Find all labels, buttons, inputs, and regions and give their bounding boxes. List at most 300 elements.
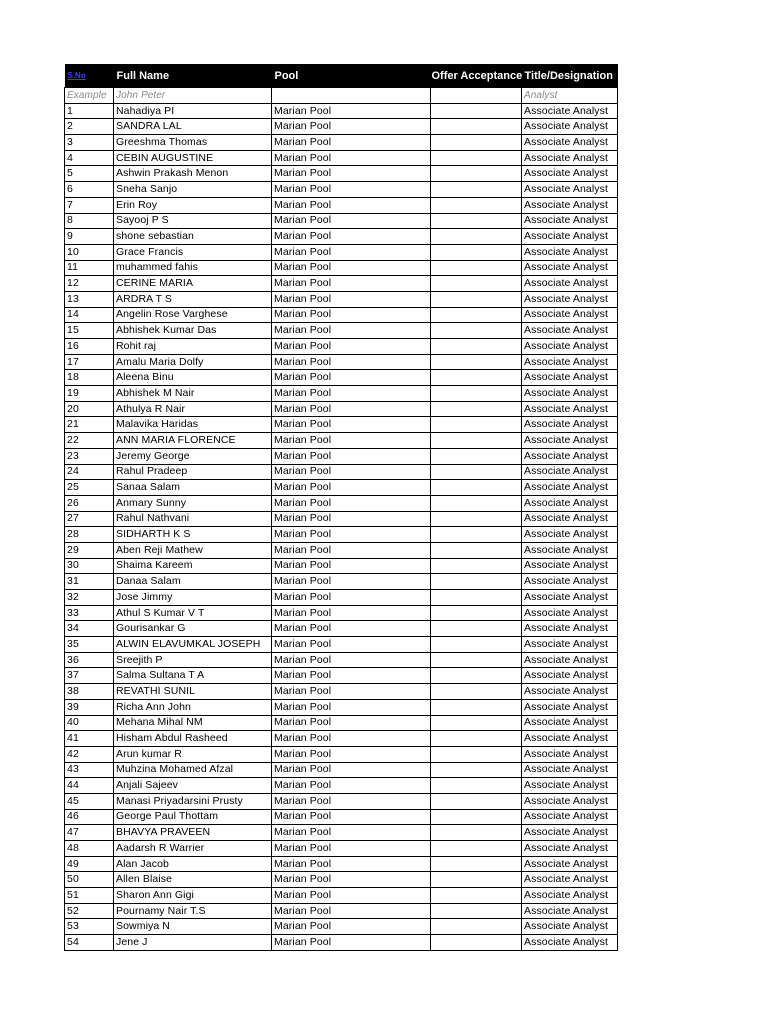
cell-offer-acceptance (431, 762, 522, 778)
cell-sno: 30 (65, 558, 114, 574)
cell-offer-acceptance (431, 715, 522, 731)
cell-title-designation: Associate Analyst (522, 464, 618, 480)
cell-title-designation: Associate Analyst (522, 291, 618, 307)
cell-title-designation: Associate Analyst (522, 339, 618, 355)
cell-full-name: Jene J (114, 935, 272, 951)
cell-pool: Marian Pool (272, 150, 431, 166)
cell-sno: 38 (65, 684, 114, 700)
cell-offer-acceptance (431, 903, 522, 919)
cell-sno: 51 (65, 888, 114, 904)
cell-pool: Marian Pool (272, 872, 431, 888)
cell-full-name: Salma Sultana T A (114, 668, 272, 684)
cell-title-designation: Associate Analyst (522, 668, 618, 684)
cell-full-name: Aadarsh R Warrier (114, 841, 272, 857)
cell-pool: Marian Pool (272, 542, 431, 558)
cell-sno: 45 (65, 793, 114, 809)
cell-title-designation: Associate Analyst (522, 433, 618, 449)
table-row (65, 746, 618, 762)
cell-pool: Marian Pool (272, 119, 431, 135)
cell-sno: 18 (65, 370, 114, 386)
table-row (65, 935, 618, 951)
cell-sno: 42 (65, 746, 114, 762)
cell-offer-acceptance (431, 527, 522, 543)
cell-sno: 32 (65, 590, 114, 606)
cell-sno: 52 (65, 903, 114, 919)
cell-sno: 31 (65, 574, 114, 590)
cell-title-designation: Associate Analyst (522, 762, 618, 778)
cell-offer-acceptance (431, 182, 522, 198)
cell-title-designation: Associate Analyst (522, 401, 618, 417)
cell-title-designation: Associate Analyst (522, 621, 618, 637)
cell-sno: 7 (65, 197, 114, 213)
cell-offer-acceptance (431, 841, 522, 857)
table-row (65, 542, 618, 558)
cell-sno: 28 (65, 527, 114, 543)
table-row (65, 150, 618, 166)
cell-full-name: Sneha Sanjo (114, 182, 272, 198)
cell-sno: 17 (65, 354, 114, 370)
cell-offer-acceptance (431, 291, 522, 307)
cell-sno: 15 (65, 323, 114, 339)
table-row (65, 511, 618, 527)
cell-full-name: Jose Jimmy (114, 590, 272, 606)
cell-full-name: Sowmiya N (114, 919, 272, 935)
cell-pool: Marian Pool (272, 856, 431, 872)
cell-full-name: Rahul Pradeep (114, 464, 272, 480)
cell-title-designation: Associate Analyst (522, 511, 618, 527)
table-row (65, 574, 618, 590)
cell-offer-acceptance (431, 103, 522, 119)
cell-sno: 44 (65, 778, 114, 794)
table-row (65, 903, 618, 919)
cell-pool: Marian Pool (272, 182, 431, 198)
cell-sno: 20 (65, 401, 114, 417)
cell-sno: 23 (65, 448, 114, 464)
cell-sno: 16 (65, 339, 114, 355)
cell-offer-acceptance (431, 197, 522, 213)
cell-full-name: Sayooj P S (114, 213, 272, 229)
cell-pool: Marian Pool (272, 464, 431, 480)
cell-sno: 25 (65, 480, 114, 496)
table-row (65, 464, 618, 480)
table-row (65, 888, 618, 904)
cell-title-designation: Associate Analyst (522, 119, 618, 135)
cell-full-name: ANN MARIA FLORENCE (114, 433, 272, 449)
cell-offer-acceptance (431, 919, 522, 935)
cell-sno: 50 (65, 872, 114, 888)
cell-offer-acceptance (431, 323, 522, 339)
table-row (65, 276, 618, 292)
cell-offer-acceptance (431, 542, 522, 558)
cell-title-designation: Associate Analyst (522, 307, 618, 323)
header-offer-acceptance: Offer Acceptance (431, 64, 522, 88)
cell-pool: Marian Pool (272, 480, 431, 496)
header-row (65, 64, 618, 88)
cell-sno: 53 (65, 919, 114, 935)
cell-sno: 49 (65, 856, 114, 872)
cell-offer-acceptance (431, 872, 522, 888)
cell-offer-acceptance (431, 574, 522, 590)
cell-pool: Marian Pool (272, 527, 431, 543)
cell-title-designation: Associate Analyst (522, 825, 618, 841)
cell-offer-acceptance (431, 401, 522, 417)
cell-pool: Marian Pool (272, 386, 431, 402)
cell-title-designation: Associate Analyst (522, 888, 618, 904)
example-offer (431, 88, 522, 104)
cell-offer-acceptance (431, 856, 522, 872)
table-row (65, 919, 618, 935)
cell-title-designation: Associate Analyst (522, 935, 618, 951)
cell-full-name: CEBIN AUGUSTINE (114, 150, 272, 166)
cell-sno: 41 (65, 731, 114, 747)
cell-title-designation: Associate Analyst (522, 495, 618, 511)
example-sno: Example (65, 88, 114, 104)
cell-title-designation: Associate Analyst (522, 244, 618, 260)
table-row (65, 260, 618, 276)
cell-offer-acceptance (431, 637, 522, 653)
cell-pool: Marian Pool (272, 935, 431, 951)
cell-title-designation: Associate Analyst (522, 919, 618, 935)
table-row (65, 480, 618, 496)
table-row (65, 339, 618, 355)
cell-full-name: Greeshma Thomas (114, 135, 272, 151)
cell-title-designation: Associate Analyst (522, 386, 618, 402)
cell-offer-acceptance (431, 417, 522, 433)
cell-title-designation: Associate Analyst (522, 558, 618, 574)
cell-pool: Marian Pool (272, 637, 431, 653)
cell-title-designation: Associate Analyst (522, 276, 618, 292)
table-row (65, 778, 618, 794)
cell-pool: Marian Pool (272, 433, 431, 449)
cell-offer-acceptance (431, 119, 522, 135)
table-row (65, 213, 618, 229)
cell-title-designation: Associate Analyst (522, 260, 618, 276)
cell-pool: Marian Pool (272, 888, 431, 904)
cell-title-designation: Associate Analyst (522, 684, 618, 700)
table-row (65, 103, 618, 119)
table-row (65, 856, 618, 872)
cell-title-designation: Associate Analyst (522, 542, 618, 558)
cell-title-designation: Associate Analyst (522, 370, 618, 386)
table-row (65, 715, 618, 731)
table-row (65, 197, 618, 213)
cell-title-designation: Associate Analyst (522, 574, 618, 590)
cell-sno: 47 (65, 825, 114, 841)
cell-sno: 14 (65, 307, 114, 323)
cell-full-name: Anmary Sunny (114, 495, 272, 511)
table-row (65, 182, 618, 198)
table-row (65, 166, 618, 182)
cell-offer-acceptance (431, 339, 522, 355)
cell-full-name: Aleena Binu (114, 370, 272, 386)
cell-title-designation: Associate Analyst (522, 323, 618, 339)
cell-pool: Marian Pool (272, 291, 431, 307)
cell-pool: Marian Pool (272, 574, 431, 590)
cell-offer-acceptance (431, 307, 522, 323)
cell-full-name: Amalu Maria Dolfy (114, 354, 272, 370)
header-sno[interactable]: S.No (65, 64, 114, 88)
cell-pool: Marian Pool (272, 841, 431, 857)
cell-sno: 24 (65, 464, 114, 480)
cell-offer-acceptance (431, 480, 522, 496)
cell-pool: Marian Pool (272, 731, 431, 747)
cell-sno: 29 (65, 542, 114, 558)
cell-pool: Marian Pool (272, 244, 431, 260)
cell-title-designation: Associate Analyst (522, 715, 618, 731)
cell-pool: Marian Pool (272, 605, 431, 621)
cell-offer-acceptance (431, 605, 522, 621)
cell-sno: 2 (65, 119, 114, 135)
cell-offer-acceptance (431, 888, 522, 904)
cell-offer-acceptance (431, 276, 522, 292)
cell-pool: Marian Pool (272, 260, 431, 276)
cell-title-designation: Associate Analyst (522, 856, 618, 872)
cell-pool: Marian Pool (272, 668, 431, 684)
table-row (65, 699, 618, 715)
cell-sno: 26 (65, 495, 114, 511)
example-title: Analyst (522, 88, 618, 104)
example-name: John Peter (114, 88, 272, 104)
cell-sno: 19 (65, 386, 114, 402)
cell-sno: 33 (65, 605, 114, 621)
cell-full-name: Jeremy George (114, 448, 272, 464)
cell-offer-acceptance (431, 684, 522, 700)
cell-pool: Marian Pool (272, 903, 431, 919)
cell-sno: 5 (65, 166, 114, 182)
cell-title-designation: Associate Analyst (522, 605, 618, 621)
cell-pool: Marian Pool (272, 684, 431, 700)
cell-title-designation: Associate Analyst (522, 778, 618, 794)
cell-full-name: Angelin Rose Varghese (114, 307, 272, 323)
cell-pool: Marian Pool (272, 621, 431, 637)
cell-sno: 10 (65, 244, 114, 260)
table-row (65, 354, 618, 370)
cell-pool: Marian Pool (272, 699, 431, 715)
table-row (65, 558, 618, 574)
cell-full-name: Nahadiya PI (114, 103, 272, 119)
table-row (65, 323, 618, 339)
cell-full-name: Pournamy Nair T.S (114, 903, 272, 919)
cell-sno: 54 (65, 935, 114, 951)
table-row (65, 291, 618, 307)
cell-offer-acceptance (431, 464, 522, 480)
cell-title-designation: Associate Analyst (522, 746, 618, 762)
cell-pool: Marian Pool (272, 558, 431, 574)
cell-pool: Marian Pool (272, 307, 431, 323)
cell-offer-acceptance (431, 935, 522, 951)
cell-full-name: Ashwin Prakash Menon (114, 166, 272, 182)
table-row (65, 527, 618, 543)
candidate-table (64, 64, 618, 951)
cell-title-designation: Associate Analyst (522, 182, 618, 198)
cell-offer-acceptance (431, 746, 522, 762)
table-row (65, 448, 618, 464)
cell-offer-acceptance (431, 652, 522, 668)
cell-pool: Marian Pool (272, 919, 431, 935)
cell-full-name: SANDRA LAL (114, 119, 272, 135)
cell-sno: 22 (65, 433, 114, 449)
cell-title-designation: Associate Analyst (522, 480, 618, 496)
cell-pool: Marian Pool (272, 166, 431, 182)
cell-sno: 3 (65, 135, 114, 151)
cell-title-designation: Associate Analyst (522, 590, 618, 606)
cell-offer-acceptance (431, 590, 522, 606)
cell-sno: 11 (65, 260, 114, 276)
cell-offer-acceptance (431, 150, 522, 166)
cell-offer-acceptance (431, 244, 522, 260)
cell-title-designation: Associate Analyst (522, 841, 618, 857)
cell-full-name: Athul S Kumar V T (114, 605, 272, 621)
cell-title-designation: Associate Analyst (522, 150, 618, 166)
table-row (65, 637, 618, 653)
cell-full-name: Sreejith P (114, 652, 272, 668)
cell-pool: Marian Pool (272, 197, 431, 213)
cell-sno: 13 (65, 291, 114, 307)
cell-pool: Marian Pool (272, 276, 431, 292)
cell-full-name: Allen Blaise (114, 872, 272, 888)
cell-offer-acceptance (431, 793, 522, 809)
cell-pool: Marian Pool (272, 448, 431, 464)
cell-title-designation: Associate Analyst (522, 417, 618, 433)
cell-sno: 48 (65, 841, 114, 857)
cell-offer-acceptance (431, 370, 522, 386)
cell-pool: Marian Pool (272, 746, 431, 762)
cell-full-name: Alan Jacob (114, 856, 272, 872)
table-row (65, 244, 618, 260)
cell-sno: 1 (65, 103, 114, 119)
cell-full-name: Abhishek Kumar Das (114, 323, 272, 339)
cell-pool: Marian Pool (272, 103, 431, 119)
cell-full-name: George Paul Thottam (114, 809, 272, 825)
table-row (65, 825, 618, 841)
cell-sno: 43 (65, 762, 114, 778)
cell-full-name: Abhishek M Nair (114, 386, 272, 402)
table-row (65, 386, 618, 402)
table-row (65, 762, 618, 778)
cell-title-designation: Associate Analyst (522, 637, 618, 653)
cell-pool: Marian Pool (272, 762, 431, 778)
cell-full-name: Athulya R Nair (114, 401, 272, 417)
cell-pool: Marian Pool (272, 339, 431, 355)
cell-title-designation: Associate Analyst (522, 809, 618, 825)
cell-full-name: Gourisankar G (114, 621, 272, 637)
cell-sno: 34 (65, 621, 114, 637)
cell-offer-acceptance (431, 354, 522, 370)
cell-full-name: Shaima Kareem (114, 558, 272, 574)
cell-sno: 37 (65, 668, 114, 684)
table-row (65, 793, 618, 809)
cell-full-name: REVATHI SUNIL (114, 684, 272, 700)
cell-offer-acceptance (431, 135, 522, 151)
cell-pool: Marian Pool (272, 417, 431, 433)
cell-pool: Marian Pool (272, 590, 431, 606)
cell-pool: Marian Pool (272, 809, 431, 825)
table-row (65, 495, 618, 511)
cell-full-name: Richa Ann John (114, 699, 272, 715)
table-row (65, 621, 618, 637)
cell-pool: Marian Pool (272, 135, 431, 151)
cell-full-name: ARDRA T S (114, 291, 272, 307)
cell-title-designation: Associate Analyst (522, 135, 618, 151)
cell-sno: 8 (65, 213, 114, 229)
cell-offer-acceptance (431, 229, 522, 245)
cell-pool: Marian Pool (272, 715, 431, 731)
cell-pool: Marian Pool (272, 370, 431, 386)
cell-title-designation: Associate Analyst (522, 166, 618, 182)
cell-full-name: SIDHARTH K S (114, 527, 272, 543)
example-pool (272, 88, 431, 104)
table-row (65, 307, 618, 323)
cell-offer-acceptance (431, 668, 522, 684)
cell-title-designation: Associate Analyst (522, 699, 618, 715)
cell-title-designation: Associate Analyst (522, 872, 618, 888)
cell-full-name: CERINE MARIA (114, 276, 272, 292)
cell-full-name: Rahul Nathvani (114, 511, 272, 527)
header-full-name: Full Name (114, 64, 272, 88)
cell-full-name: Muhzina Mohamed Afzal (114, 762, 272, 778)
cell-full-name: Manasi Priyadarsini Prusty (114, 793, 272, 809)
table-row (65, 684, 618, 700)
cell-offer-acceptance (431, 448, 522, 464)
cell-sno: 40 (65, 715, 114, 731)
cell-pool: Marian Pool (272, 825, 431, 841)
cell-sno: 9 (65, 229, 114, 245)
cell-full-name: Hisham Abdul Rasheed (114, 731, 272, 747)
table-row (65, 417, 618, 433)
cell-full-name: Rohit raj (114, 339, 272, 355)
cell-title-designation: Associate Analyst (522, 103, 618, 119)
cell-pool: Marian Pool (272, 401, 431, 417)
cell-sno: 6 (65, 182, 114, 198)
cell-full-name: Malavika Haridas (114, 417, 272, 433)
cell-pool: Marian Pool (272, 495, 431, 511)
cell-pool: Marian Pool (272, 511, 431, 527)
cell-offer-acceptance (431, 558, 522, 574)
cell-offer-acceptance (431, 511, 522, 527)
table-row (65, 731, 618, 747)
example-row (65, 88, 618, 104)
cell-title-designation: Associate Analyst (522, 213, 618, 229)
table-row (65, 401, 618, 417)
cell-full-name: Danaa Salam (114, 574, 272, 590)
cell-title-designation: Associate Analyst (522, 197, 618, 213)
cell-full-name: Mehana Mihal NM (114, 715, 272, 731)
cell-offer-acceptance (431, 260, 522, 276)
cell-title-designation: Associate Analyst (522, 793, 618, 809)
table-row (65, 433, 618, 449)
cell-pool: Marian Pool (272, 229, 431, 245)
cell-title-designation: Associate Analyst (522, 354, 618, 370)
cell-full-name: Grace Francis (114, 244, 272, 260)
cell-pool: Marian Pool (272, 778, 431, 794)
cell-full-name: ALWIN ELAVUMKAL JOSEPH (114, 637, 272, 653)
cell-title-designation: Associate Analyst (522, 652, 618, 668)
table-row (65, 668, 618, 684)
table-row (65, 872, 618, 888)
header-pool: Pool (272, 64, 431, 88)
cell-sno: 35 (65, 637, 114, 653)
cell-pool: Marian Pool (272, 323, 431, 339)
cell-full-name: Sanaa Salam (114, 480, 272, 496)
table-row (65, 809, 618, 825)
cell-sno: 46 (65, 809, 114, 825)
cell-full-name: muhammed fahis (114, 260, 272, 276)
cell-title-designation: Associate Analyst (522, 527, 618, 543)
cell-sno: 36 (65, 652, 114, 668)
cell-offer-acceptance (431, 809, 522, 825)
cell-offer-acceptance (431, 621, 522, 637)
cell-sno: 39 (65, 699, 114, 715)
